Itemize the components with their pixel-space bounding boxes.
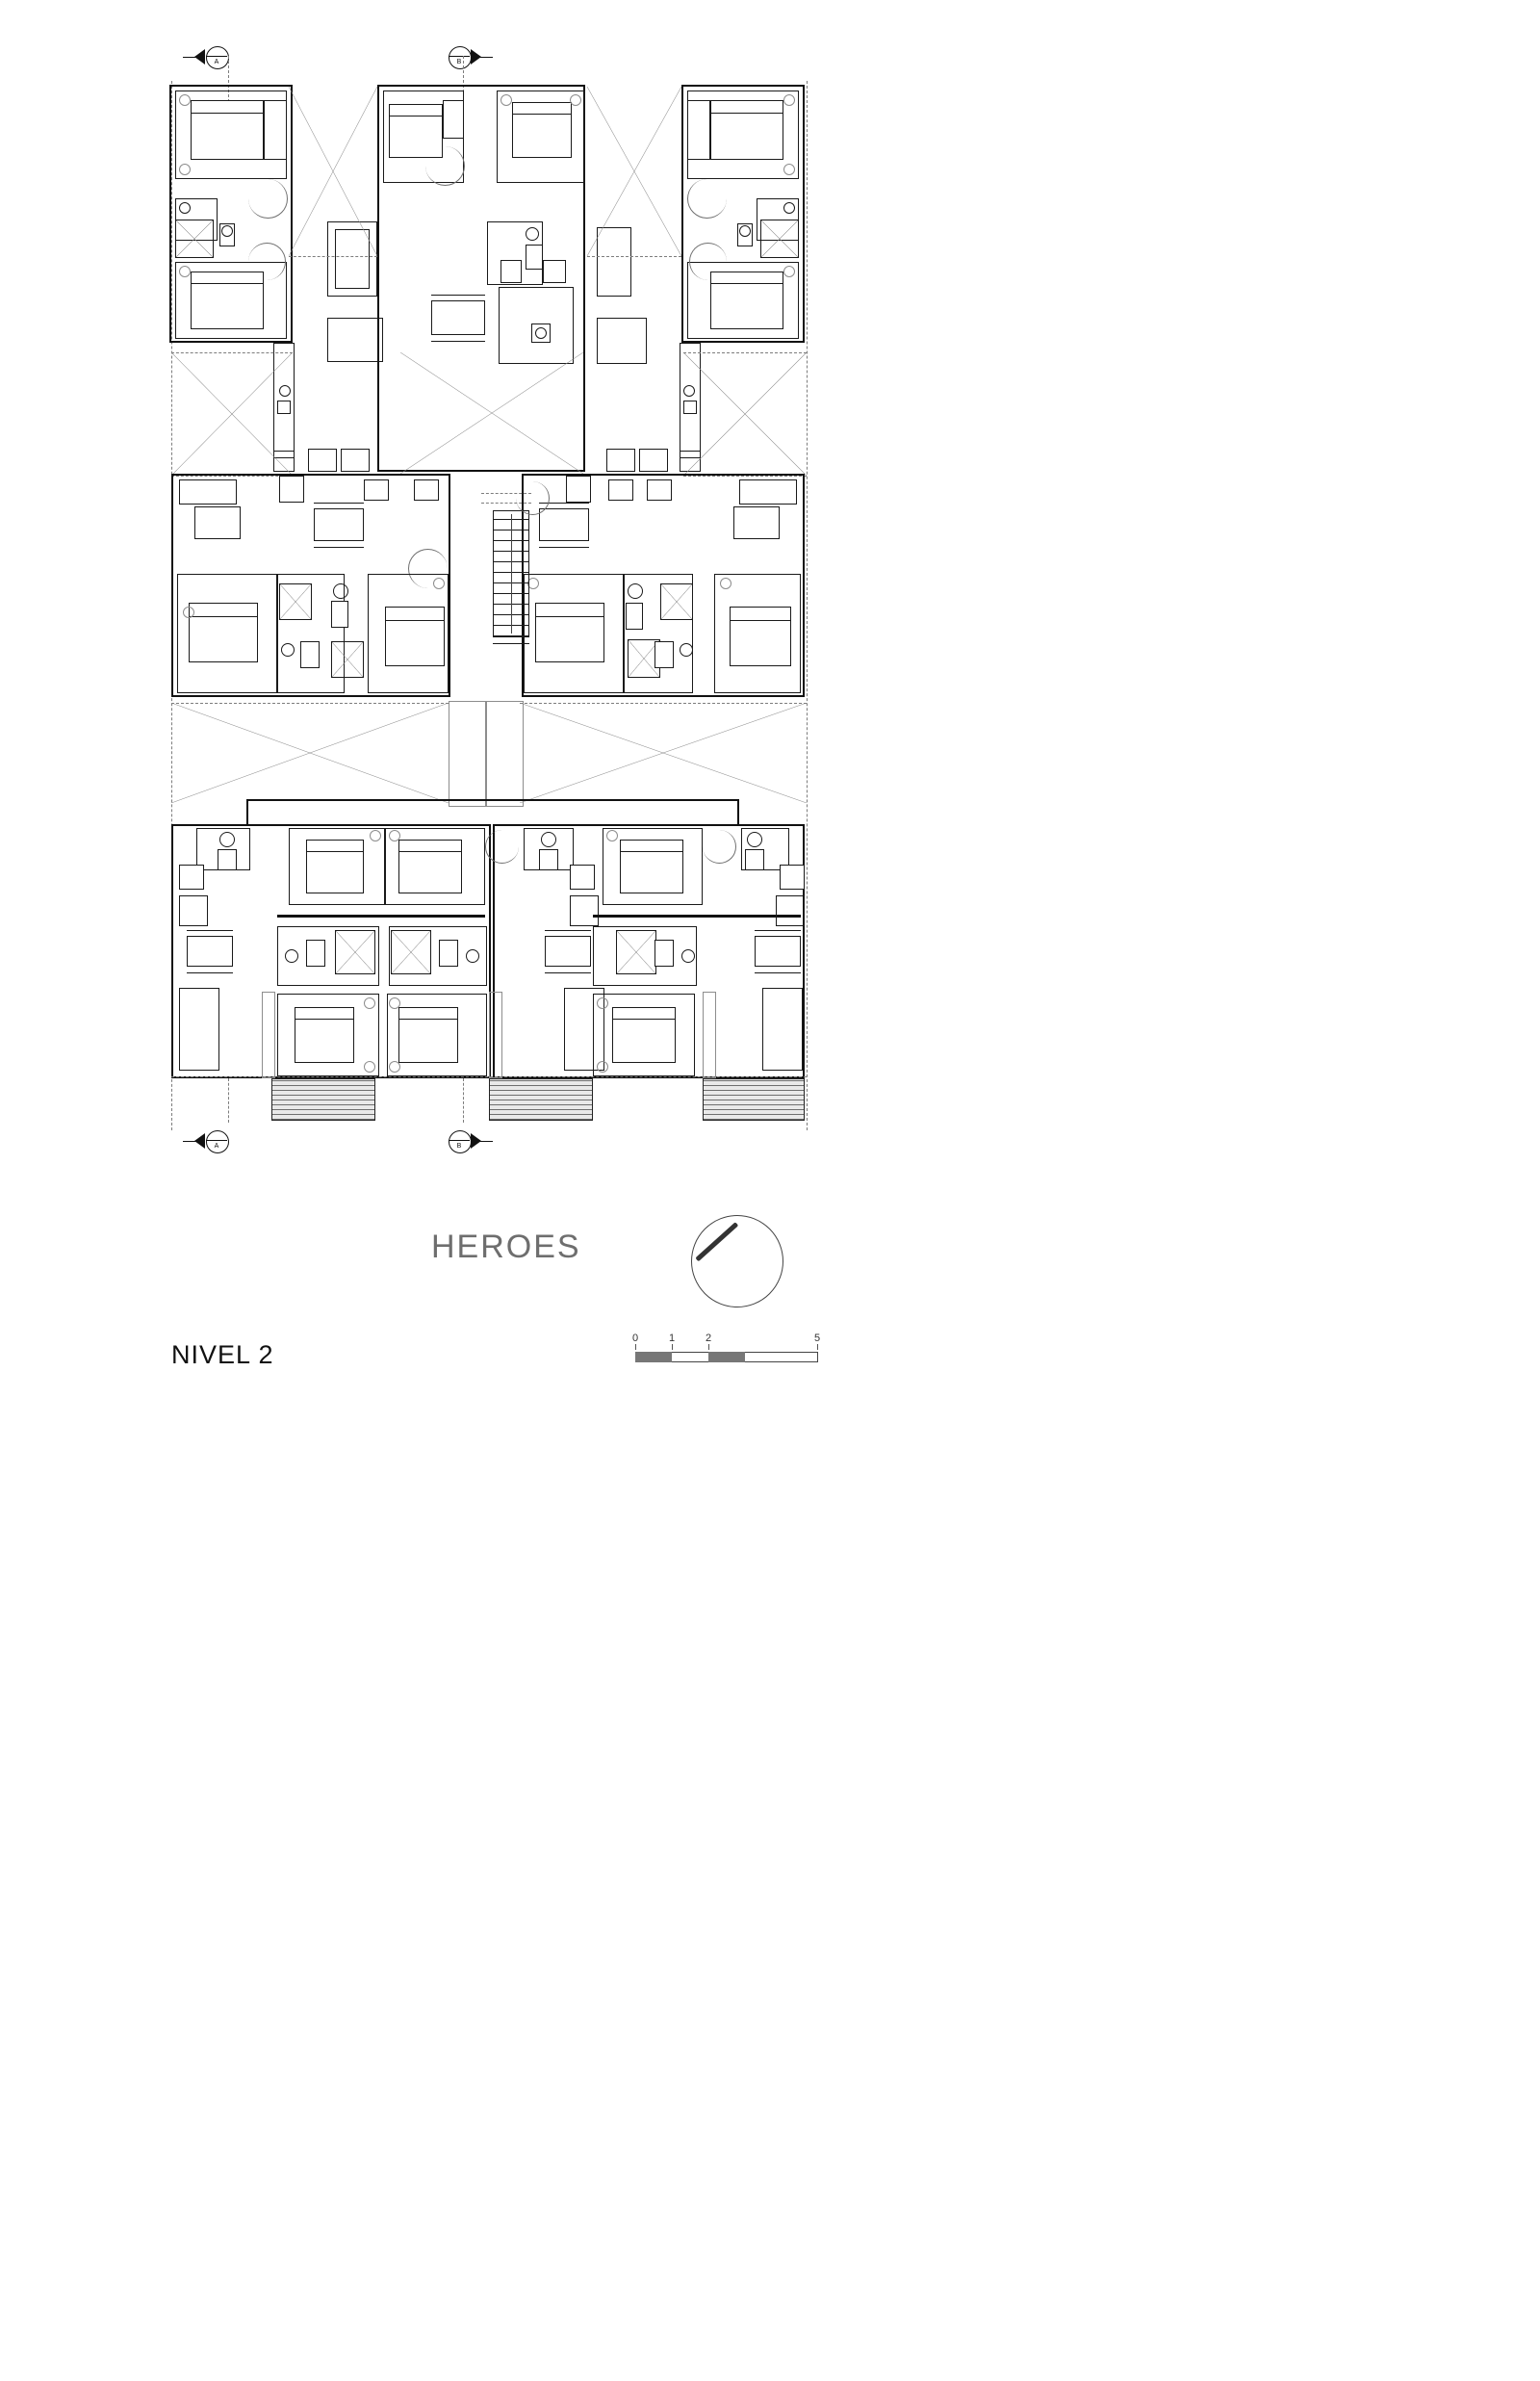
fixture-lamp [364, 1061, 375, 1073]
fixture-toilet [306, 940, 325, 967]
fixture-toilet-bowl [739, 225, 751, 237]
fixture-toilet [654, 641, 674, 668]
shaft [485, 701, 524, 807]
void-terrace [171, 352, 293, 476]
appliance-cooktop [308, 449, 337, 472]
furniture-bed [191, 100, 264, 160]
appliance-washer [780, 865, 805, 890]
furniture-bed [710, 272, 783, 329]
scale-label-2: 2 [706, 1333, 712, 1344]
furniture-bed [398, 840, 462, 893]
furniture-wardrobe [264, 100, 287, 160]
fixture-lamp [179, 94, 191, 106]
scale-label-1: 1 [669, 1333, 676, 1344]
furniture-dining-table [597, 318, 647, 364]
appliance-washer [570, 865, 595, 890]
appliance-fridge [776, 895, 805, 926]
fixture-toilet [300, 641, 320, 668]
appliance-fridge [566, 476, 591, 503]
section-marker-label: A [214, 1143, 219, 1150]
fixture-lamp [500, 94, 512, 106]
section-marker-b-top [441, 39, 477, 75]
furniture-wardrobe [443, 100, 464, 139]
furniture-sofa [739, 479, 797, 505]
section-marker-a-bottom [198, 1123, 235, 1159]
appliance-burner [535, 327, 547, 339]
door-swing [703, 830, 736, 864]
furniture-coffee-table [194, 506, 241, 539]
fixture-lamp [606, 830, 618, 841]
appliance-cooktop [608, 479, 633, 501]
fixture-lamp [179, 164, 191, 175]
scale-bar [632, 1333, 828, 1371]
void-terrace [520, 703, 807, 803]
project-title: HEROES [431, 1229, 581, 1265]
fixture-sink [783, 202, 795, 214]
section-marker-label: B [456, 1143, 462, 1150]
appliance-cooktop [414, 479, 439, 501]
furniture-dining-table [187, 936, 233, 967]
door-swing [689, 243, 727, 280]
void-terrace [683, 352, 807, 476]
furniture-dining-table [545, 936, 591, 967]
furniture-bed [295, 1007, 354, 1063]
fixture-sink [681, 949, 695, 963]
appliance-cooktop [647, 479, 672, 501]
fixture-shower [500, 260, 522, 283]
fixture-toilet [654, 940, 674, 967]
appliance-washer [543, 260, 566, 283]
appliance-cooktop [639, 449, 668, 472]
door-swing [687, 179, 727, 219]
drawing-title: NIVEL 2 [171, 1340, 274, 1369]
fixture-lamp [364, 997, 375, 1009]
fixture-lamp [783, 266, 795, 277]
appliance-fridge [279, 476, 304, 503]
fixture-lamp [179, 266, 191, 277]
fixture-sink [747, 832, 762, 847]
fixture-sink [526, 227, 539, 241]
fixture-lamp [370, 830, 381, 841]
furniture-dining-table [431, 300, 485, 335]
fixture-lamp [597, 997, 608, 1009]
fixture-sink [333, 583, 348, 599]
section-marker-a-top [198, 39, 235, 75]
void-terrace [289, 87, 377, 256]
fixture-lamp [389, 997, 400, 1009]
furniture-wardrobe [687, 100, 710, 160]
void-terrace [171, 703, 449, 803]
scale-label-5: 5 [814, 1333, 821, 1344]
furniture-dining-table [539, 508, 589, 541]
door-swing [516, 481, 550, 515]
section-marker-label: B [456, 59, 462, 65]
partition [262, 992, 275, 1078]
furniture-dining-table [314, 508, 364, 541]
void-terrace [587, 87, 681, 256]
fixture-sink [628, 583, 643, 599]
appliance-cooktop [606, 449, 635, 472]
fixture-toilet [526, 245, 543, 270]
fixture-toilet [331, 601, 348, 628]
fixture-toilet [218, 849, 237, 870]
furniture-coffee-table [733, 506, 780, 539]
section-marker-label: A [214, 59, 219, 65]
scale-label-0: 0 [632, 1333, 639, 1344]
furniture-bed [512, 102, 572, 158]
fixture-toilet-bowl [221, 225, 233, 237]
fixture-lamp [389, 1061, 400, 1073]
fixture-sink [466, 949, 479, 963]
section-marker-b-bottom [441, 1123, 477, 1159]
furniture-bed [398, 1007, 458, 1063]
appliance-cooktop [341, 449, 370, 472]
furniture-sofa [179, 988, 219, 1071]
shaft [449, 701, 487, 807]
appliance-fridge [179, 895, 208, 926]
fixture-lamp [570, 94, 581, 106]
furniture-bed [620, 840, 683, 893]
fixture-toilet [539, 849, 558, 870]
furniture-bed [306, 840, 364, 893]
furniture-bed [191, 272, 264, 329]
partition [489, 992, 502, 1078]
void-terrace [400, 352, 583, 474]
fixture-sink [541, 832, 556, 847]
furniture-dining-table [327, 318, 383, 362]
fixture-lamp [783, 164, 795, 175]
furniture-bed [612, 1007, 676, 1063]
fixture-lamp [389, 830, 400, 841]
appliance-washer [179, 865, 204, 890]
fixture-lamp [597, 1061, 608, 1073]
furniture-dining-table [755, 936, 801, 967]
fixture-toilet [626, 603, 643, 630]
fixture-toilet [439, 940, 458, 967]
appliance-fridge [570, 895, 599, 926]
fixture-lamp [720, 578, 732, 589]
furniture-bed [385, 607, 445, 666]
fixture-sink [285, 949, 298, 963]
partition [703, 992, 716, 1078]
furniture-sofa [762, 988, 803, 1071]
door-swing [248, 243, 286, 280]
fixture-sink [680, 643, 693, 657]
fixture-sink [179, 202, 191, 214]
furniture-sofa [179, 479, 237, 505]
furniture-bed [535, 603, 604, 662]
door-swing [485, 830, 519, 864]
furniture-bed [710, 100, 783, 160]
balcony-paving [271, 1078, 375, 1121]
fixture-lamp [783, 94, 795, 106]
fixture-lamp [433, 578, 445, 589]
door-swing [425, 146, 465, 186]
fixture-sink [281, 643, 295, 657]
fixture-lamp [183, 607, 194, 618]
balcony-paving [703, 1078, 805, 1121]
furniture-bed [730, 607, 791, 666]
appliance-cooktop [364, 479, 389, 501]
fixture-sink [219, 832, 235, 847]
fixture-toilet [745, 849, 764, 870]
furniture-bed [189, 603, 258, 662]
balcony-paving [489, 1078, 593, 1121]
door-swing [248, 179, 288, 219]
